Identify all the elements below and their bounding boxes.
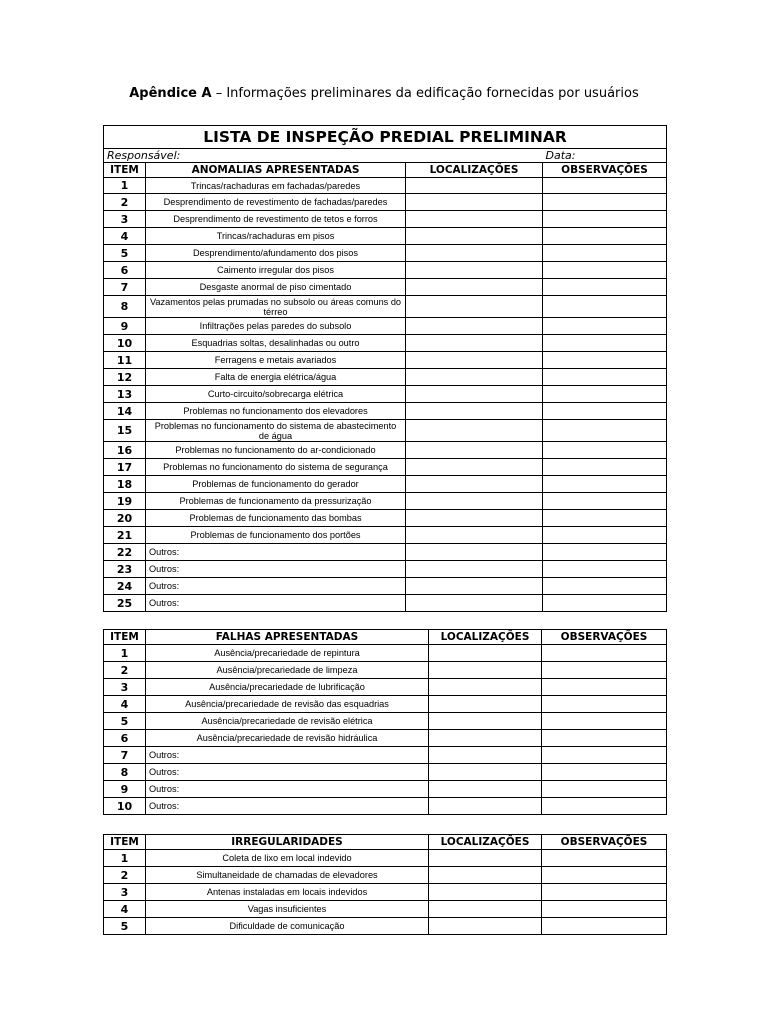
table-row bbox=[104, 747, 667, 764]
item-number: 2 bbox=[104, 867, 146, 884]
item-number: 11 bbox=[104, 352, 146, 369]
page-heading bbox=[0, 86, 768, 101]
localizacao-cell[interactable] bbox=[406, 442, 543, 459]
localizacao-cell[interactable] bbox=[406, 493, 543, 510]
item-number: 17 bbox=[104, 459, 146, 476]
table-row bbox=[104, 386, 667, 403]
observacao-cell[interactable] bbox=[543, 318, 667, 335]
observacao-cell[interactable] bbox=[543, 211, 667, 228]
header-localizacoes: LOCALIZAÇÕES bbox=[429, 835, 542, 850]
table-row bbox=[104, 420, 667, 442]
localizacao-cell[interactable] bbox=[406, 296, 543, 318]
localizacao-cell[interactable] bbox=[406, 279, 543, 296]
header-irregularidades: IRREGULARIDADES bbox=[146, 835, 429, 850]
observacao-cell[interactable] bbox=[543, 262, 667, 279]
item-number: 2 bbox=[104, 194, 146, 211]
localizacao-cell[interactable] bbox=[429, 867, 542, 884]
table-row bbox=[104, 296, 667, 318]
responsavel-label: Responsável: bbox=[104, 149, 543, 163]
table-row bbox=[104, 679, 667, 696]
table-row bbox=[104, 645, 667, 662]
table-row bbox=[104, 476, 667, 493]
header-item: ITEM bbox=[104, 835, 146, 850]
header-observacoes: OBSERVAÇÕES bbox=[542, 630, 667, 645]
table-row bbox=[104, 850, 667, 867]
table-row bbox=[104, 730, 667, 747]
localizacao-cell[interactable] bbox=[406, 194, 543, 211]
table-row bbox=[104, 884, 667, 901]
item-description: Problemas no funcionamento do ar-condicionado bbox=[146, 442, 406, 459]
header-localizacoes: LOCALIZAÇÕES bbox=[429, 630, 542, 645]
item-description: Outros: bbox=[146, 544, 406, 561]
table-row bbox=[104, 369, 667, 386]
item-description: Outros: bbox=[146, 781, 429, 798]
table-row bbox=[104, 578, 667, 595]
table-row bbox=[104, 352, 667, 369]
item-description: Outros: bbox=[146, 798, 429, 815]
localizacao-cell[interactable] bbox=[406, 352, 543, 369]
item-number: 12 bbox=[104, 369, 146, 386]
item-number: 5 bbox=[104, 713, 146, 730]
observacao-cell[interactable] bbox=[543, 459, 667, 476]
data-label: Data: bbox=[543, 149, 667, 163]
localizacao-cell[interactable] bbox=[406, 178, 543, 194]
localizacao-cell[interactable] bbox=[406, 335, 543, 352]
table-row bbox=[104, 713, 667, 730]
table-row bbox=[104, 403, 667, 420]
item-number: 14 bbox=[104, 403, 146, 420]
header-item: ITEM bbox=[104, 630, 146, 645]
observacao-cell[interactable] bbox=[542, 679, 667, 696]
header-observacoes: OBSERVAÇÕES bbox=[543, 163, 667, 178]
header-observacoes: OBSERVAÇÕES bbox=[542, 835, 667, 850]
observacao-cell[interactable] bbox=[542, 850, 667, 867]
item-number: 21 bbox=[104, 527, 146, 544]
item-description: Desprendimento/afundamento dos pisos bbox=[146, 245, 406, 262]
item-description: Coleta de lixo em local indevido bbox=[146, 850, 429, 867]
observacao-cell[interactable] bbox=[543, 386, 667, 403]
localizacao-cell[interactable] bbox=[406, 228, 543, 245]
localizacao-cell[interactable] bbox=[406, 578, 543, 595]
item-description: Simultaneidade de chamadas de elevadores bbox=[146, 867, 429, 884]
observacao-cell[interactable] bbox=[543, 352, 667, 369]
localizacao-cell[interactable] bbox=[406, 386, 543, 403]
item-description: Ausência/precariedade de repintura bbox=[146, 645, 429, 662]
localizacao-cell[interactable] bbox=[429, 730, 542, 747]
observacao-cell[interactable] bbox=[542, 730, 667, 747]
table-row bbox=[104, 901, 667, 918]
localizacao-cell[interactable] bbox=[406, 369, 543, 386]
observacao-cell[interactable] bbox=[543, 595, 667, 612]
observacao-cell[interactable] bbox=[543, 420, 667, 442]
item-number: 8 bbox=[104, 764, 146, 781]
observacao-cell[interactable] bbox=[543, 527, 667, 544]
localizacao-cell[interactable] bbox=[406, 211, 543, 228]
item-number: 22 bbox=[104, 544, 146, 561]
observacao-cell[interactable] bbox=[543, 578, 667, 595]
item-number: 10 bbox=[104, 798, 146, 815]
table-row bbox=[104, 867, 667, 884]
heading-text: – Informações preliminares da edificação fornecidas por usuários bbox=[211, 86, 639, 101]
header-localizacoes: LOCALIZAÇÕES bbox=[406, 163, 543, 178]
localizacao-cell[interactable] bbox=[429, 679, 542, 696]
table-row bbox=[104, 798, 667, 815]
item-number: 8 bbox=[104, 296, 146, 318]
item-description: Problemas no funcionamento dos elevadores bbox=[146, 403, 406, 420]
localizacao-cell[interactable] bbox=[406, 595, 543, 612]
item-description: Ausência/precariedade de revisão hidráulica bbox=[146, 730, 429, 747]
table-row bbox=[104, 228, 667, 245]
observacao-cell[interactable] bbox=[542, 901, 667, 918]
item-description: Ausência/precariedade de revisão das esquadrias bbox=[146, 696, 429, 713]
observacao-cell[interactable] bbox=[542, 764, 667, 781]
item-description: Problemas no funcionamento do sistema de abastecimento de água bbox=[146, 420, 406, 442]
localizacao-cell[interactable] bbox=[429, 696, 542, 713]
item-number: 1 bbox=[104, 178, 146, 194]
table-row bbox=[104, 544, 667, 561]
item-description: Infiltrações pelas paredes do subsolo bbox=[146, 318, 406, 335]
table-row bbox=[104, 662, 667, 679]
table-row bbox=[104, 918, 667, 935]
observacao-cell[interactable] bbox=[543, 544, 667, 561]
table-title: LISTA DE INSPEÇÃO PREDIAL PRELIMINAR bbox=[104, 126, 667, 149]
item-description: Caimento irregular dos pisos bbox=[146, 262, 406, 279]
observacao-cell[interactable] bbox=[543, 296, 667, 318]
observacao-cell[interactable] bbox=[542, 713, 667, 730]
localizacao-cell[interactable] bbox=[429, 713, 542, 730]
localizacao-cell[interactable] bbox=[429, 798, 542, 815]
table-row bbox=[104, 561, 667, 578]
item-description: Falta de energia elétrica/água bbox=[146, 369, 406, 386]
observacao-cell[interactable] bbox=[542, 645, 667, 662]
item-number: 6 bbox=[104, 730, 146, 747]
item-description: Problemas de funcionamento das bombas bbox=[146, 510, 406, 527]
item-number: 7 bbox=[104, 279, 146, 296]
item-number: 3 bbox=[104, 679, 146, 696]
item-description: Trincas/rachaduras em fachadas/paredes bbox=[146, 178, 406, 194]
item-description: Curto-circuito/sobrecarga elétrica bbox=[146, 386, 406, 403]
table-row bbox=[104, 194, 667, 211]
item-number: 4 bbox=[104, 901, 146, 918]
item-number: 24 bbox=[104, 578, 146, 595]
observacao-cell[interactable] bbox=[542, 798, 667, 815]
localizacao-cell[interactable] bbox=[406, 476, 543, 493]
observacao-cell[interactable] bbox=[543, 476, 667, 493]
item-description: Ausência/precariedade de limpeza bbox=[146, 662, 429, 679]
localizacao-cell[interactable] bbox=[406, 510, 543, 527]
localizacao-cell[interactable] bbox=[429, 884, 542, 901]
table-row bbox=[104, 262, 667, 279]
item-description: Problemas de funcionamento do gerador bbox=[146, 476, 406, 493]
localizacao-cell[interactable] bbox=[429, 645, 542, 662]
item-number: 15 bbox=[104, 420, 146, 442]
item-number: 5 bbox=[104, 245, 146, 262]
localizacao-cell[interactable] bbox=[429, 901, 542, 918]
localizacao-cell[interactable] bbox=[406, 527, 543, 544]
observacao-cell[interactable] bbox=[542, 696, 667, 713]
table-row bbox=[104, 595, 667, 612]
localizacao-cell[interactable] bbox=[429, 850, 542, 867]
table-row bbox=[104, 279, 667, 296]
observacao-cell[interactable] bbox=[543, 403, 667, 420]
table-row bbox=[104, 459, 667, 476]
table-row bbox=[104, 510, 667, 527]
item-description: Vazamentos pelas prumadas no subsolo ou áreas comuns do térreo bbox=[146, 296, 406, 318]
item-description: Desprendimento de revestimento de tetos e forros bbox=[146, 211, 406, 228]
item-number: 2 bbox=[104, 662, 146, 679]
item-description: Desgaste anormal de piso cimentado bbox=[146, 279, 406, 296]
item-description: Ferragens e metais avariados bbox=[146, 352, 406, 369]
observacao-cell[interactable] bbox=[543, 335, 667, 352]
observacao-cell[interactable] bbox=[543, 194, 667, 211]
inspection-table-falhas bbox=[103, 629, 667, 815]
item-number: 6 bbox=[104, 262, 146, 279]
item-description: Outros: bbox=[146, 747, 429, 764]
observacao-cell[interactable] bbox=[542, 747, 667, 764]
item-description: Antenas instaladas em locais indevidos bbox=[146, 884, 429, 901]
observacao-cell[interactable] bbox=[542, 884, 667, 901]
item-number: 3 bbox=[104, 211, 146, 228]
localizacao-cell[interactable] bbox=[406, 403, 543, 420]
observacao-cell[interactable] bbox=[543, 279, 667, 296]
observacao-cell[interactable] bbox=[543, 369, 667, 386]
item-description: Esquadrias soltas, desalinhadas ou outro bbox=[146, 335, 406, 352]
inspection-table-irregularidades bbox=[103, 834, 667, 935]
item-number: 4 bbox=[104, 228, 146, 245]
localizacao-cell[interactable] bbox=[429, 764, 542, 781]
observacao-cell[interactable] bbox=[542, 918, 667, 935]
localizacao-cell[interactable] bbox=[406, 561, 543, 578]
item-number: 23 bbox=[104, 561, 146, 578]
item-description: Ausência/precariedade de revisão elétrica bbox=[146, 713, 429, 730]
observacao-cell[interactable] bbox=[543, 228, 667, 245]
item-description: Desprendimento de revestimento de fachadas/paredes bbox=[146, 194, 406, 211]
item-description: Problemas de funcionamento da pressurização bbox=[146, 493, 406, 510]
item-number: 1 bbox=[104, 850, 146, 867]
item-number: 4 bbox=[104, 696, 146, 713]
item-number: 20 bbox=[104, 510, 146, 527]
item-number: 10 bbox=[104, 335, 146, 352]
table-row bbox=[104, 781, 667, 798]
item-description: Outros: bbox=[146, 764, 429, 781]
table-row bbox=[104, 696, 667, 713]
localizacao-cell[interactable] bbox=[406, 459, 543, 476]
localizacao-cell[interactable] bbox=[406, 318, 543, 335]
item-number: 7 bbox=[104, 747, 146, 764]
item-description: Ausência/precariedade de lubrificação bbox=[146, 679, 429, 696]
localizacao-cell[interactable] bbox=[406, 245, 543, 262]
observacao-cell[interactable] bbox=[543, 561, 667, 578]
table-row bbox=[104, 335, 667, 352]
table-row bbox=[104, 211, 667, 228]
localizacao-cell[interactable] bbox=[429, 918, 542, 935]
item-number: 25 bbox=[104, 595, 146, 612]
item-number: 5 bbox=[104, 918, 146, 935]
observacao-cell[interactable] bbox=[542, 867, 667, 884]
item-number: 9 bbox=[104, 318, 146, 335]
table-row bbox=[104, 764, 667, 781]
table-row bbox=[104, 245, 667, 262]
heading-prefix: Apêndice A bbox=[129, 86, 212, 101]
item-description: Outros: bbox=[146, 578, 406, 595]
inspection-table-anomalias bbox=[103, 125, 667, 612]
table-row bbox=[104, 442, 667, 459]
item-number: 18 bbox=[104, 476, 146, 493]
item-description: Problemas de funcionamento dos portões bbox=[146, 527, 406, 544]
item-number: 19 bbox=[104, 493, 146, 510]
item-description: Outros: bbox=[146, 595, 406, 612]
observacao-cell[interactable] bbox=[543, 510, 667, 527]
item-description: Vagas insuficientes bbox=[146, 901, 429, 918]
item-number: 9 bbox=[104, 781, 146, 798]
localizacao-cell[interactable] bbox=[406, 420, 543, 442]
observacao-cell[interactable] bbox=[542, 781, 667, 798]
observacao-cell[interactable] bbox=[543, 245, 667, 262]
header-item: ITEM bbox=[104, 163, 146, 178]
localizacao-cell[interactable] bbox=[429, 781, 542, 798]
item-description: Trincas/rachaduras em pisos bbox=[146, 228, 406, 245]
item-description: Problemas no funcionamento do sistema de segurança bbox=[146, 459, 406, 476]
header-anomalias: ANOMALIAS APRESENTADAS bbox=[146, 163, 406, 178]
item-description: Outros: bbox=[146, 561, 406, 578]
table-row bbox=[104, 527, 667, 544]
item-number: 13 bbox=[104, 386, 146, 403]
observacao-cell[interactable] bbox=[543, 493, 667, 510]
observacao-cell[interactable] bbox=[543, 442, 667, 459]
item-number: 1 bbox=[104, 645, 146, 662]
table-row bbox=[104, 493, 667, 510]
observacao-cell[interactable] bbox=[542, 662, 667, 679]
table-row bbox=[104, 178, 667, 194]
item-number: 16 bbox=[104, 442, 146, 459]
item-number: 3 bbox=[104, 884, 146, 901]
header-falhas: FALHAS APRESENTADAS bbox=[146, 630, 429, 645]
localizacao-cell[interactable] bbox=[429, 747, 542, 764]
localizacao-cell[interactable] bbox=[429, 662, 542, 679]
localizacao-cell[interactable] bbox=[406, 262, 543, 279]
item-description: Dificuldade de comunicação bbox=[146, 918, 429, 935]
table-row bbox=[104, 318, 667, 335]
localizacao-cell[interactable] bbox=[406, 544, 543, 561]
observacao-cell[interactable] bbox=[543, 178, 667, 194]
